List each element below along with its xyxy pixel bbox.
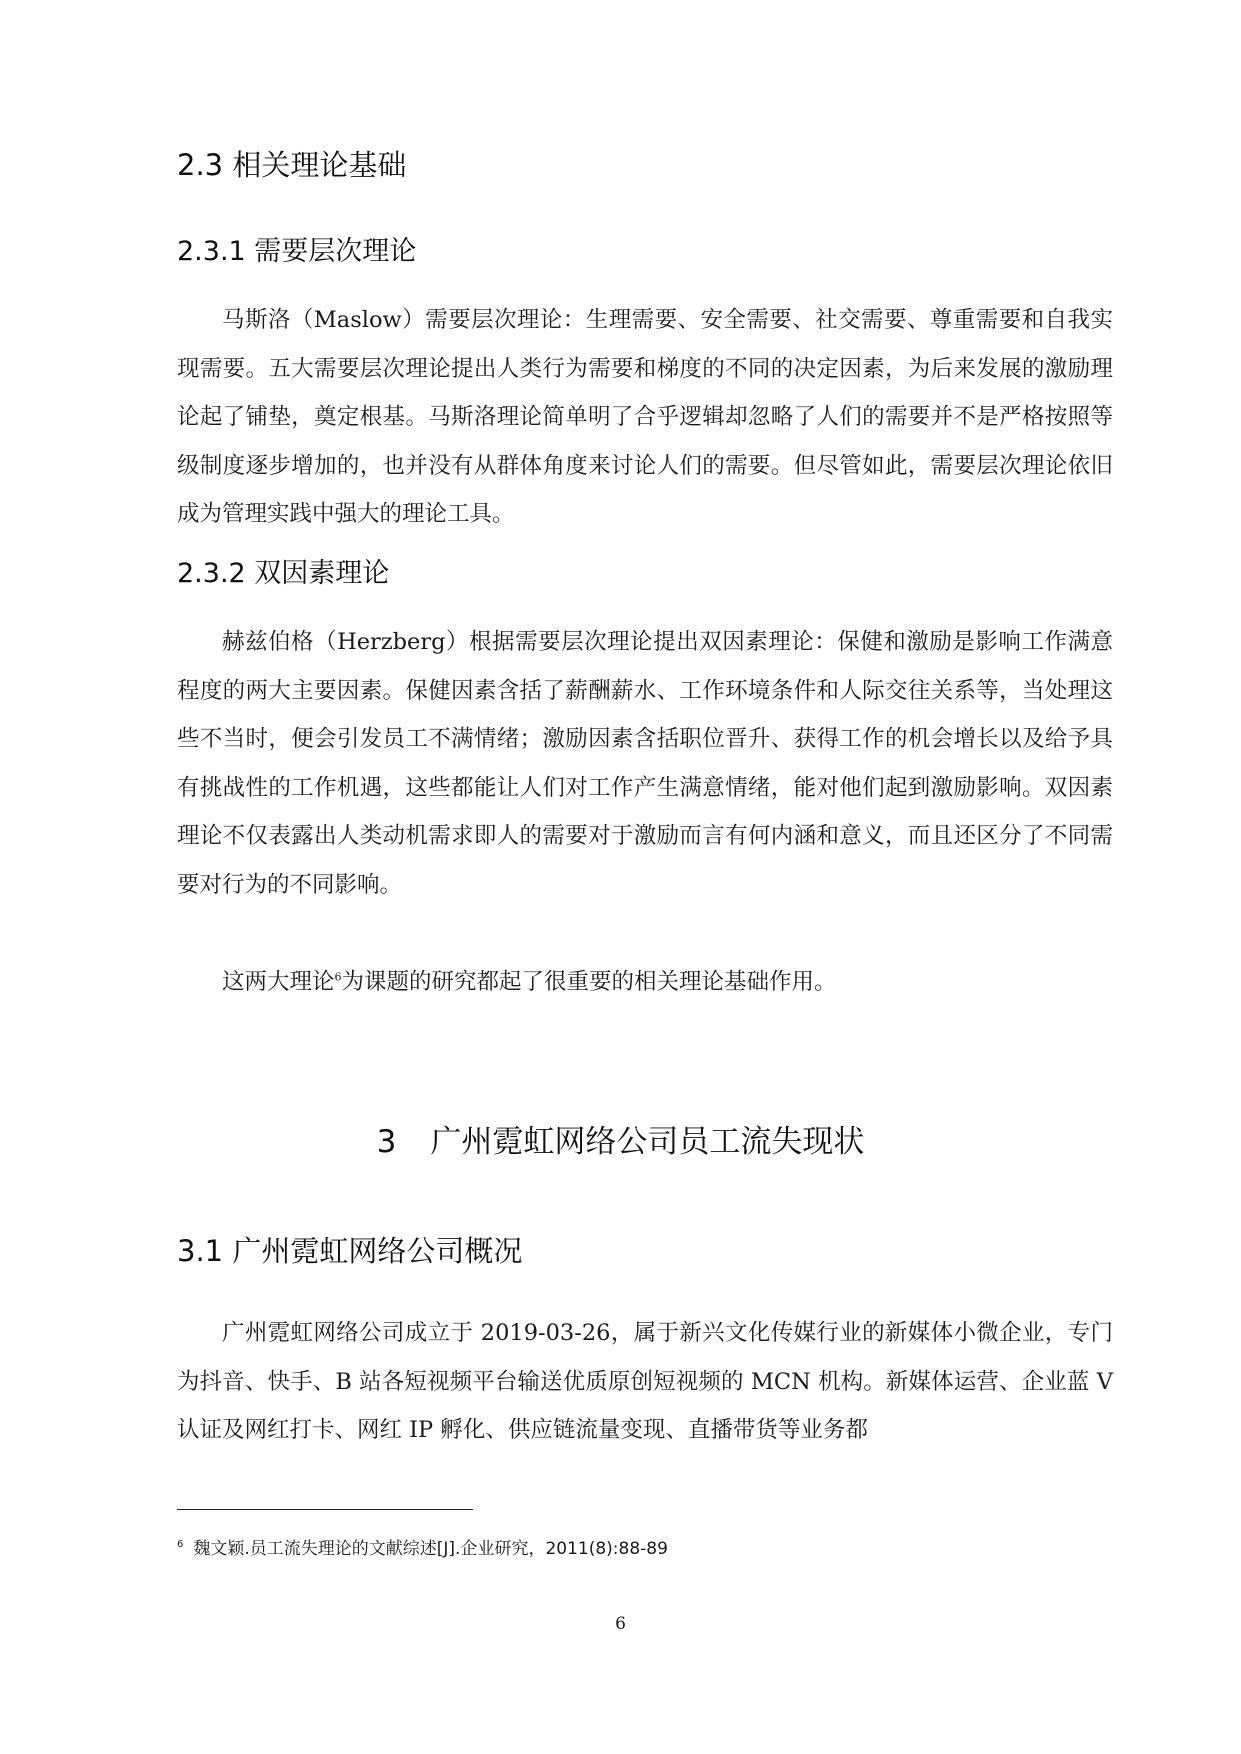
section-heading-3-1: 3.1 广州霓虹网络公司概况 bbox=[177, 1234, 523, 1268]
paragraph-summary bbox=[177, 958, 1113, 1007]
chapter-number: 3 bbox=[376, 1124, 397, 1160]
footnote-separator bbox=[177, 1509, 473, 1510]
footnote-marker: 6 bbox=[177, 1539, 184, 1551]
paragraph-company-overview: 广州霓虹网络公司成立于 2019-03-26，属于新兴文化传媒行业的新媒体小微企业，专门为抖音、快手、B 站各短视频平台输送优质原创短视频的 MCN 机构。新媒体运营、企业蓝 V 认证及网红打卡、网红 IP 孵化、供应链流量变现、直播带货等业务都 bbox=[177, 1320, 1113, 1443]
paragraph-maslow: 马斯洛（Maslow）需要层次理论：生理需要、安全需要、社交需要、尊重需要和自我实现需要。五大需要层次理论提出人类行为需要和梯度的不同的决定因素，为后来发展的激励理论起了铺垫，奠定根基。马斯洛理论简单明了合乎逻辑却忽略了人们的需要并不是严格按照等级制度逐步增加的，也并没有从群体角度来讨论人们的需要。但尽管如此，需要层次理论依旧成为管理实践中强大的理论工具。 bbox=[177, 307, 1113, 527]
section-heading-2-3-1: 2.3.1 需要层次理论 bbox=[177, 236, 417, 267]
chapter-title: 广州霓虹网络公司员工流失现状 bbox=[430, 1124, 865, 1160]
summary-text-after: 为课题的研究都起了很重要的相关理论基础作用。 bbox=[341, 969, 837, 995]
footnote-text: 魏文颖.员工流失理论的文献综述[J].企业研究，2011(8):88-89 bbox=[193, 1539, 668, 1559]
footnote-ref: 6 bbox=[334, 970, 342, 984]
page-number: 6 bbox=[615, 1614, 626, 1634]
summary-text-before: 这两大理论 bbox=[222, 969, 335, 995]
paragraph-herzberg: 赫兹伯格（Herzberg）根据需要层次理论提出双因素理论：保健和激励是影响工作满意程度的两大主要因素。保健因素含括了薪酬薪水、工作环境条件和人际交往关系等，当处理这些不当时，便会引发员工不满情绪；激励因素含括职位晋升、获得工作的机会增长以及给予具有挑战性的工作机遇，这些都能让人们对工作产生满意情绪，能对他们起到激励影响。双因素理论不仅表露出人类动机需求即人的需要对于激励而言有何内涵和意义，而且还区分了不同需要对行为的不同影响。 bbox=[177, 629, 1113, 898]
section-heading-2-3-2: 2.3.2 双因素理论 bbox=[177, 558, 390, 589]
section-heading-2-3: 2.3 相关理论基础 bbox=[177, 148, 407, 182]
chapter-heading-3 bbox=[0, 1116, 1241, 1161]
footnote bbox=[177, 1534, 668, 1559]
